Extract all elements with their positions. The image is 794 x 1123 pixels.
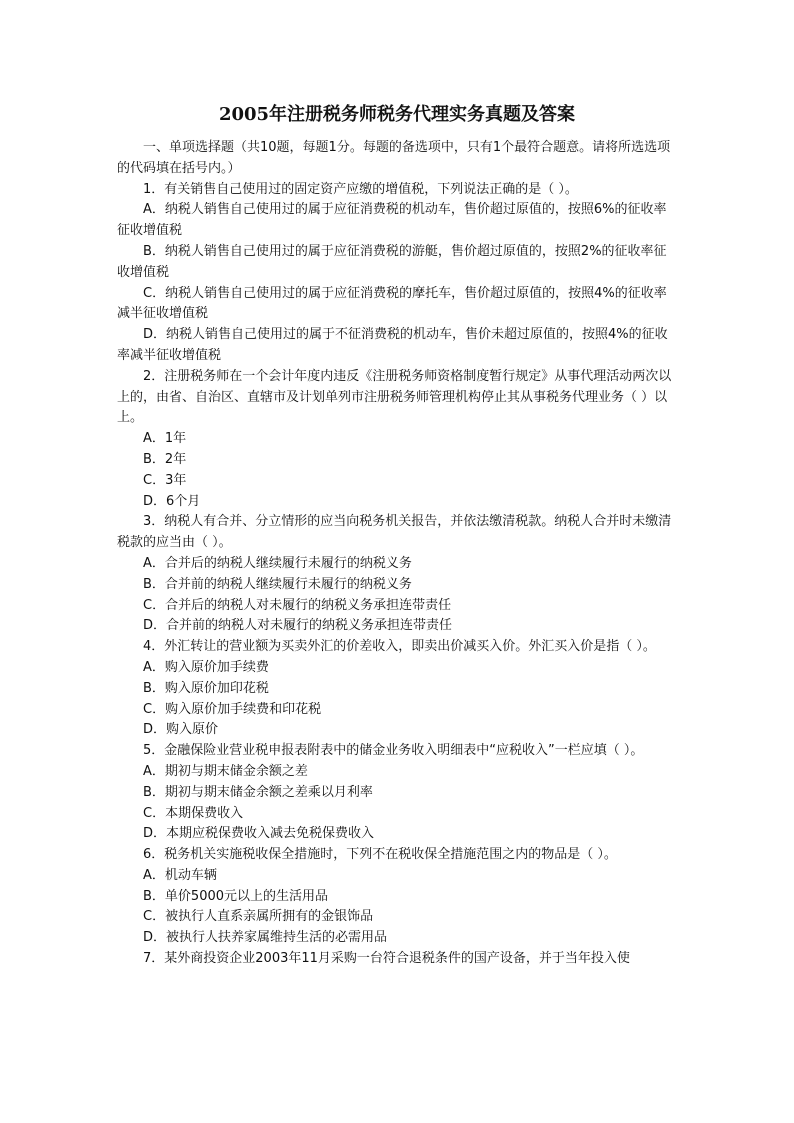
question-stem: 6．税务机关实施税收保全措施时，下列不在税收保全措施范围之内的物品是（ ）。: [143, 847, 617, 863]
question-option: A．期初与期末储金余额之差: [143, 763, 308, 779]
question-option: A．纳税人销售自己使用过的属于应征消费税的机动车，售价超过原值的，按照6%的征收率征收增值税: [117, 202, 667, 239]
question-stem: 5．金融保险业营业税申报表附表中的储金业务收入明细表中“应税收入”一栏应填（ ）。: [143, 743, 644, 759]
document-title: 2005年注册税务师税务代理实务真题及答案: [218, 104, 576, 125]
question-option: A．1年: [143, 431, 187, 447]
question-stem: 1．有关销售自己使用过的固定资产应缴的增值税，下列说法正确的是（ ）。: [143, 181, 578, 197]
question-option: C．合并后的纳税人对未履行的纳税义务承担连带责任: [143, 597, 452, 613]
question-stem: 4．外汇转让的营业额为买卖外汇的价差收入，即卖出价减买入价。外汇买入价是指（ ）。: [143, 639, 656, 655]
question-option: C．3年: [143, 472, 187, 488]
question-option: B．购入原价加印花税: [143, 680, 269, 696]
question-option: C．纳税人销售自己使用过的属于应征消费税的摩托车，售价超过原值的，按照4%的征收率减半征收增值税: [117, 285, 667, 322]
question-option: B．期初与期末储金余额之差乘以月利率: [143, 784, 373, 800]
question-option: D．纳税人销售自己使用过的属于不征消费税的机动车，售价未超过原值的，按照4%的征收率减半征收增值税: [117, 327, 668, 363]
question-option: D．6个月: [143, 493, 201, 509]
question-option: A．购入原价加手续费: [143, 659, 269, 675]
question-option: C．购入原价加手续费和印花税: [143, 701, 322, 717]
question-option: A．机动车辆: [143, 867, 217, 883]
section-heading: 一、单项选择题（共10题，每题1分。每题的备选项中，只有1个最符合题意。请将所选选项的代码填在括号内。）: [117, 140, 671, 176]
question-option: D．被执行人扶养家属维持生活的必需用品: [143, 930, 388, 946]
question-stem: 2．注册税务师在一个会计年度内违反《注册税务师资格制度暂行规定》从事代理活动两次以上的，由省、自治区、直辖市及计划单列市注册税务师管理机构停止其从事税务代理业务（ ）以上。: [117, 368, 672, 426]
document-body: [117, 138, 677, 970]
question-stem: 3．纳税人有合并、分立情形的应当向税务机关报告，并依法缴清税款。纳税人合并时未缴清税款的应当由（ ）。: [117, 514, 672, 551]
question-option: C．被执行人直系亲属所拥有的金银饰品: [143, 909, 374, 925]
question-option: D．购入原价: [143, 722, 219, 738]
question-stem: 7．某外商投资企业2003年11月采购一台符合退税条件的国产设备，并于当年投入使: [143, 951, 630, 967]
question-option: C．本期保费收入: [143, 805, 244, 821]
question-option: D．合并前的纳税人对未履行的纳税义务承担连带责任: [143, 618, 453, 634]
question-option: B．纳税人销售自己使用过的属于应征消费税的游艇，售价超过原值的，按照2%的征收率征收增值税: [117, 243, 667, 280]
question-option: D．本期应税保费收入减去免税保费收入: [143, 826, 375, 842]
question-option: A．合并后的纳税人继续履行未履行的纳税义务: [143, 555, 412, 571]
question-option: B．合并前的纳税人继续履行未履行的纳税义务: [143, 576, 412, 592]
question-option: B．单价5000元以上的生活用品: [143, 888, 329, 904]
question-option: B．2年: [143, 451, 187, 467]
